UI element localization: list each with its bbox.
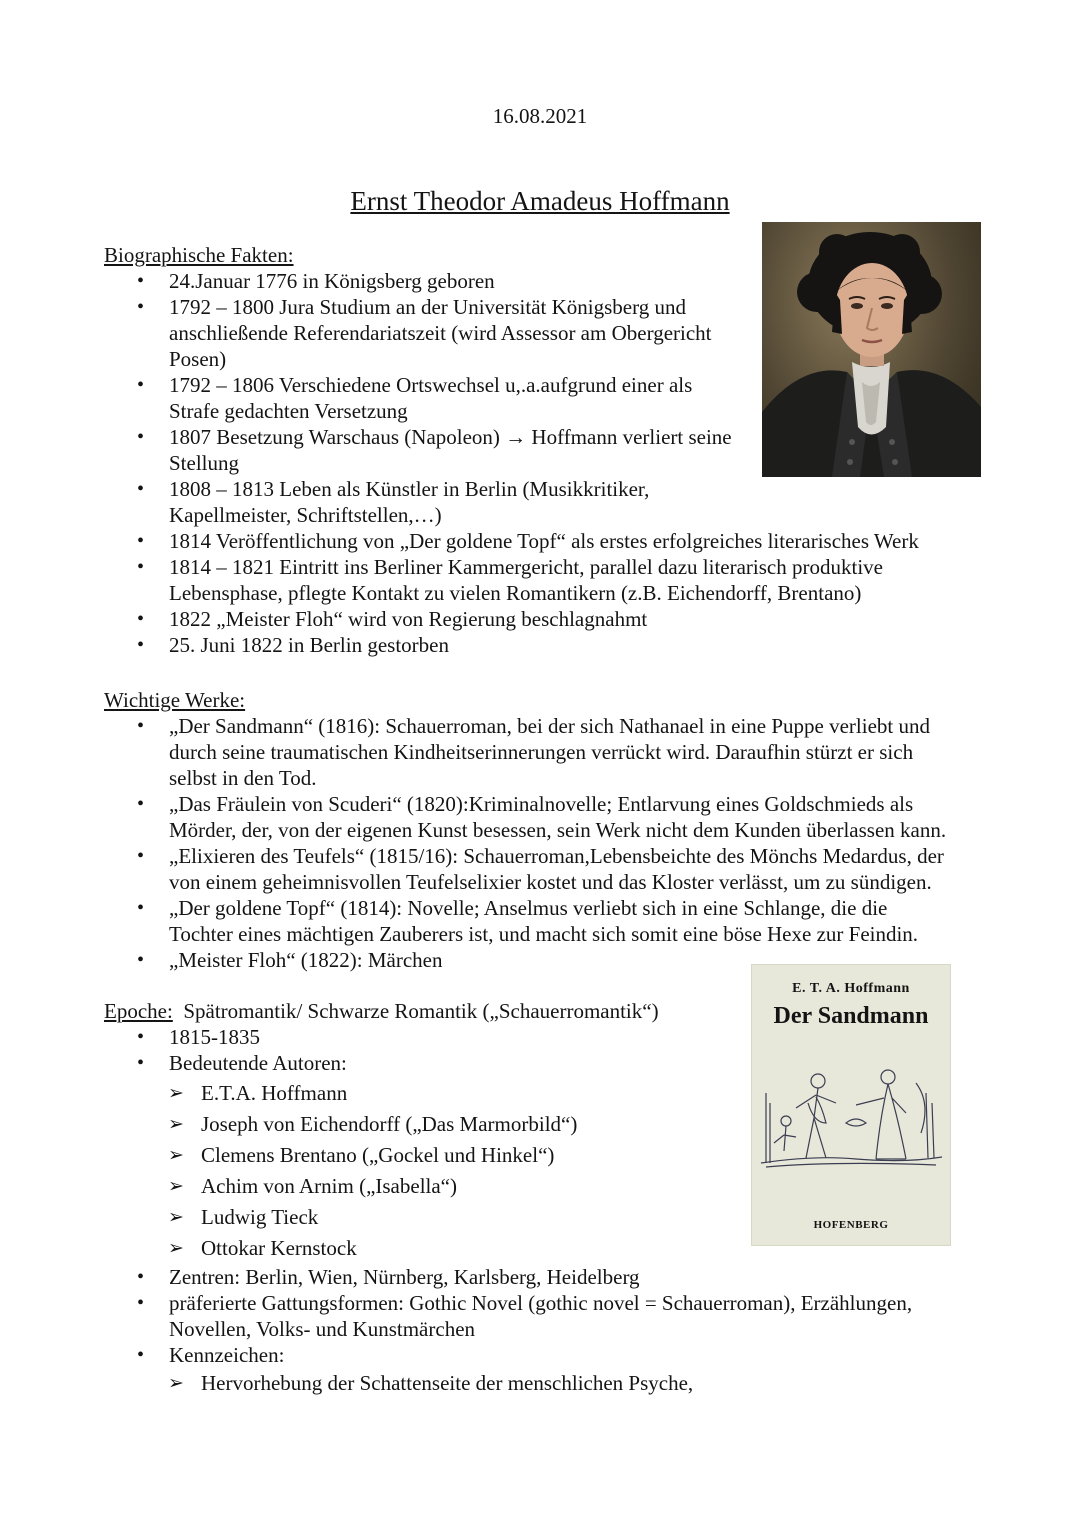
document-date: 16.08.2021 <box>492 104 588 128</box>
epoch-label: Epoche: <box>104 999 173 1023</box>
list-item-line: Tochter eines mächtigen Zauberers ist, und macht sich somit eine böse Hexe zur Feindin. <box>169 922 919 946</box>
book-publisher: HOFENBERG <box>813 1219 889 1231</box>
list-item-line: „Der goldene Topf“ (1814): Novelle; Anselmus verliebt sich in eine Schlange, die die <box>169 896 888 920</box>
book-author: E. T. A. Hoffmann <box>792 981 910 996</box>
list-item-line: selbst in den Tod. <box>169 766 317 790</box>
hoffmann-portrait <box>762 222 981 477</box>
list-item <box>104 895 946 947</box>
list-item-line: 25. Juni 1822 in Berlin gestorben <box>169 633 449 657</box>
book-title: Der Sandmann <box>773 1003 929 1029</box>
list-item-line: 24.Januar 1776 in Königsberg geboren <box>169 269 495 293</box>
list-item <box>104 476 919 528</box>
list-item-line: Lebensphase, pflegte Kontakt zu vielen Romantikern (z.B. Eichendorff, Brentano) <box>169 581 862 605</box>
list-item-line: Mörder, der, von der eigenen Kunst besessen, sein Werk nicht dem Kunden überlassen kann. <box>169 818 947 842</box>
list-item-line: 1814 Veröffentlichung von „Der goldene Topf“ als erstes erfolgreiches literarisches Werk <box>169 529 919 553</box>
list-item-line: von einem geheimnisvollen Teufelselixier kostet und das Kloster verlässt, um zu sündigen. <box>169 870 932 894</box>
bio-heading: Biographische Fakten: <box>104 243 294 267</box>
epoch-years: • 1815-1835 <box>104 1024 912 1050</box>
sub-list-item: ➢ Hervorhebung der Schattenseite der menschlichen Psyche, <box>104 1368 912 1399</box>
epoch-genres: • präferierte Gattungsformen: Gothic Novel (gothic novel = Schauerroman), Erzählungen, Novellen, Volks- und Kunstmärchen <box>104 1290 912 1342</box>
works-section <box>104 687 946 973</box>
list-item-line: 1822 „Meister Floh“ wird von Regierung beschlagnahmt <box>169 607 648 631</box>
sub-list-item: ➢ Joseph von Eichendorff („Das Marmorbild“) <box>104 1109 912 1140</box>
list-item <box>104 632 919 658</box>
list-item <box>104 843 946 895</box>
sub-list-item: ➢ Clemens Brentano („Gockel und Hinkel“) <box>104 1140 912 1171</box>
list-item <box>104 554 919 606</box>
list-item-line: Stellung <box>169 451 240 475</box>
epoch-features-label: • Kennzeichen: <box>104 1342 912 1368</box>
works-list <box>104 713 946 973</box>
book-illustration <box>756 1063 946 1175</box>
epoch-authors-label: • Bedeutende Autoren: <box>104 1050 912 1076</box>
list-item-line: 1808 – 1813 Leben als Künstler in Berlin (Musikkritiker, <box>169 477 650 501</box>
list-item <box>104 528 919 554</box>
epoch-value: Spätromantik/ Schwarze Romantik („Schauerromantik“) <box>183 999 659 1023</box>
list-item-line: Kapellmeister, Schriftstellen,…) <box>169 503 442 527</box>
book-cover <box>751 964 951 1246</box>
epoch-list-2 <box>104 1264 912 1368</box>
list-item-line: 1792 – 1806 Verschiedene Ortswechsel u,.a.aufgrund einer als <box>169 373 693 397</box>
sub-list-item: ➢ Ludwig Tieck <box>104 1202 912 1233</box>
list-item-line: „Elixieren des Teufels“ (1815/16): Schauerroman,Lebensbeichte des Mönchs Medardus, der <box>169 844 944 868</box>
list-item <box>104 606 919 632</box>
sub-list-item: ➢ E.T.A. Hoffmann <box>104 1078 912 1109</box>
document-title: Ernst Theodor Amadeus Hoffmann <box>350 186 730 216</box>
sub-list-item: ➢ Ottokar Kernstock <box>104 1233 912 1264</box>
list-item-line: 1814 – 1821 Eintritt ins Berliner Kammergericht, parallel dazu literarisch produktive <box>169 555 883 579</box>
features-list <box>104 1368 912 1399</box>
list-item-line: Posen) <box>169 347 227 371</box>
list-item-line: 1792 – 1800 Jura Studium an der Universität Königsberg und <box>169 295 686 319</box>
portrait-illustration <box>762 222 981 477</box>
list-item-line: anschließende Referendariatszeit (wird Assessor am Obergericht <box>169 321 712 345</box>
list-item <box>104 791 946 843</box>
works-heading: Wichtige Werke: <box>104 688 246 712</box>
list-item-line: durch seine traumatischen Kindheitserinnerungen verrückt wird. Daraufhin stürzt er sich <box>169 740 914 764</box>
list-item-line: Strafe gedachten Versetzung <box>169 399 408 423</box>
list-item-line: 1807 Besetzung Warschaus (Napoleon) → Hoffmann verliert seine <box>169 425 732 449</box>
list-item-line: „Meister Floh“ (1822): Märchen <box>169 948 443 972</box>
epoch-centers: • Zentren: Berlin, Wien, Nürnberg, Karlsberg, Heidelberg <box>104 1264 912 1290</box>
list-item-line: „Der Sandmann“ (1816): Schauerroman, bei der sich Nathanael in eine Puppe verliebt und <box>169 714 930 738</box>
list-item <box>104 713 946 791</box>
list-item-line: „Das Fräulein von Scuderi“ (1820):Kriminalnovelle; Entlarvung eines Goldschmieds als <box>169 792 914 816</box>
sub-list-item: ➢ Achim von Arnim („Isabella“) <box>104 1171 912 1202</box>
